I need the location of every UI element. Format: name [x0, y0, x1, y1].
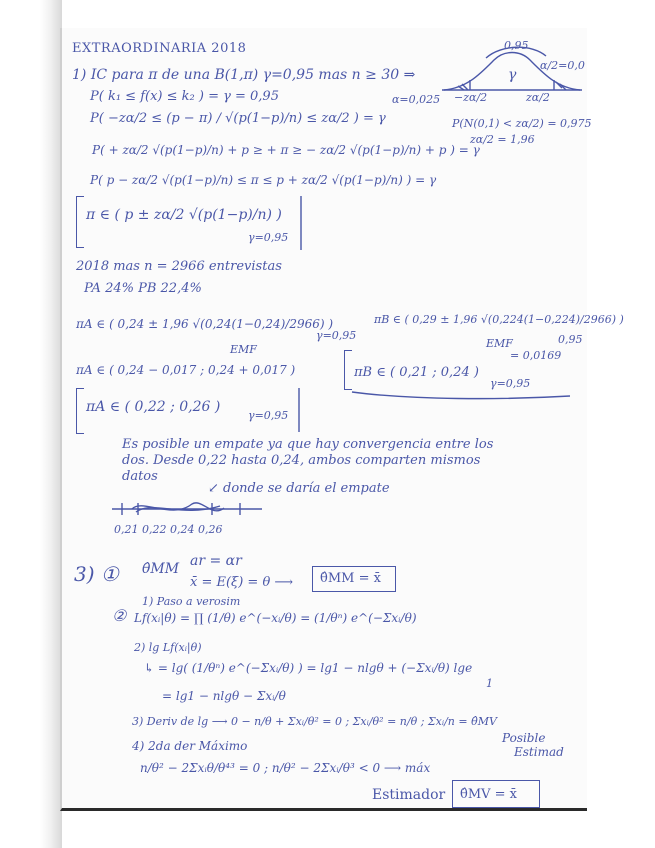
q1-line4: P( p − zα/2 √(p(1−p)/n) ≤ π ≤ p + zα/2 √(p(1−p)/n) ) = γ [90, 173, 437, 187]
q2-pia-expanded: πA ∈ ( 0,24 − 0,017 ; 0,24 + 0,017 ) [76, 363, 296, 377]
q2-arrow-note: ↙ donde se daría el empate [208, 481, 390, 496]
figure-note-1: P(N(0,1) < zα/2) = 0,975 [452, 117, 592, 130]
q3-log2: = lg1 − nlgθ − Σxᵢ/θ [162, 689, 286, 703]
q2-line1: 2018 mas n = 2966 entrevistas [76, 259, 282, 274]
q1-line1: P( k₁ ≤ f(x) ≤ k₂ ) = γ = 0,95 [90, 89, 279, 104]
q3-step3: 3) Deriv de lg ⟶ 0 − n/θ + Σxᵢ/θ² = 0 ; Σxᵢ/θ² = n/θ ; Σxᵢ/n = θ̂MV [132, 715, 497, 728]
q2-pib-bracket [344, 350, 352, 390]
q2-pia-result: πA ∈ ( 0,22 ; 0,26 ) [86, 399, 221, 415]
q2-pib-emf: EMF [486, 337, 513, 350]
figure-neg-z: −zα/2 [454, 91, 488, 104]
overlap-sketch [112, 498, 262, 520]
q3-log1-one: 1 [486, 677, 493, 690]
q2-pia-result-gamma: γ=0,95 [248, 409, 289, 422]
q3-posible-2: Estimad [514, 745, 564, 759]
q2-pia-bracket [76, 388, 84, 434]
q3-mean: x̄ = E(ξ) = θ ⟶ [190, 575, 294, 590]
q2-pia-interval: πA ∈ ( 0,24 ± 1,96 √(0,24(1−0,24)/2966) ) [76, 317, 334, 331]
q3-step4: 4) 2da der Máximo [132, 739, 248, 753]
q3-log1: ↳ = lg( (1/θⁿ) e^(−Σxᵢ/θ) ) = lg1 − nlgθ + (−Σxᵢ/θ) lge [144, 661, 473, 675]
q3-mm-result: θ̂MM = x̄ [320, 571, 381, 586]
q2-comment-3: datos [122, 469, 158, 484]
q1-result-gamma: γ=0,95 [248, 231, 289, 244]
q3-likelihood: Lf(xᵢ|θ) = ∏ (1/θ) e^(−xᵢ/θ) = (1/θⁿ) e^(−Σxᵢ/θ) [134, 611, 417, 625]
q1-line2: P( −zα/2 ≤ (p − π) / √(p(1−p)/n) ≤ zα/2 ) = γ [90, 111, 386, 126]
q3-estimador-label: Estimador [372, 787, 446, 803]
scanned-page [60, 28, 624, 811]
q1-result-close [298, 196, 304, 250]
q2-pib-result: πB ∈ ( 0,21 ; 0,24 ) [354, 365, 479, 380]
q2-pia-close [296, 388, 302, 432]
q1-result-bracket [76, 196, 84, 248]
q1-heading: 1) IC para π de una B(1,π) γ=0,95 mas n ≥ 30 ⇒ [72, 67, 416, 83]
q2-pia-emf: EMF [230, 343, 257, 356]
q3-moments: ar = αr [190, 553, 242, 569]
figure-top-label: 0,95 [504, 39, 529, 52]
q2-comment-2: dos. Desde 0,22 hasta 0,24, ambos comparten mismos [122, 453, 481, 468]
q3-step1: 1) Paso a verosim [142, 595, 241, 608]
figure-left-value: α=0,025 [392, 93, 441, 106]
q3-posible-1: Posible [502, 731, 546, 745]
q2-comment-1: Es posible un empate ya que hay convergencia entre los [122, 437, 494, 452]
q3-mv-result: θ̂MV = x̄ [460, 787, 518, 802]
q2-pib-result-gamma: γ=0,95 [490, 377, 531, 390]
q1-result: π ∈ ( p ± zα/2 √(p(1−p)/n) ) [86, 207, 282, 223]
figure-note-2: zα/2 = 1,96 [470, 133, 535, 146]
q2-pib-value: = 0,0169 [510, 349, 562, 362]
q3-number: 3) ① [74, 562, 119, 586]
q3-circle-2: ② [112, 606, 127, 625]
overlap-axis-labels: 0,21 0,22 0,24 0,26 [114, 523, 223, 536]
figure-right-label: α/2=0,0 [540, 59, 585, 72]
figure-gamma: γ [508, 67, 517, 83]
q2-line2: PA 24% PB 22,4% [84, 281, 202, 296]
figure-pos-z: zα/2 [526, 91, 550, 104]
q2-pib-interval: πB ∈ ( 0,29 ± 1,96 √(0,224(1−0,224)/2966) ) [374, 313, 624, 326]
q2-pib-gamma: 0,95 [558, 333, 583, 346]
page-shadow [40, 0, 62, 848]
q1-line3: P( + zα/2 √(p(1−p)/n) + p ≥ + π ≥ − zα/2 √(p(1−p)/n) + p ) = γ [92, 143, 480, 157]
q3-second-derivative: n/θ² − 2Σxᵢθ/θ⁴³ = 0 ; n/θ² − 2Σxᵢ/θ³ < 0 ⟶ máx [140, 761, 431, 775]
q2-pib-underline [352, 390, 572, 404]
q3-step2: 2) lg Lf(xᵢ|θ) [134, 641, 202, 654]
q2-pia-gamma: γ=0,95 [316, 329, 357, 342]
q3-theta-mm: θ̂MM [142, 561, 180, 577]
page-title: EXTRAORDINARIA 2018 [72, 41, 247, 56]
